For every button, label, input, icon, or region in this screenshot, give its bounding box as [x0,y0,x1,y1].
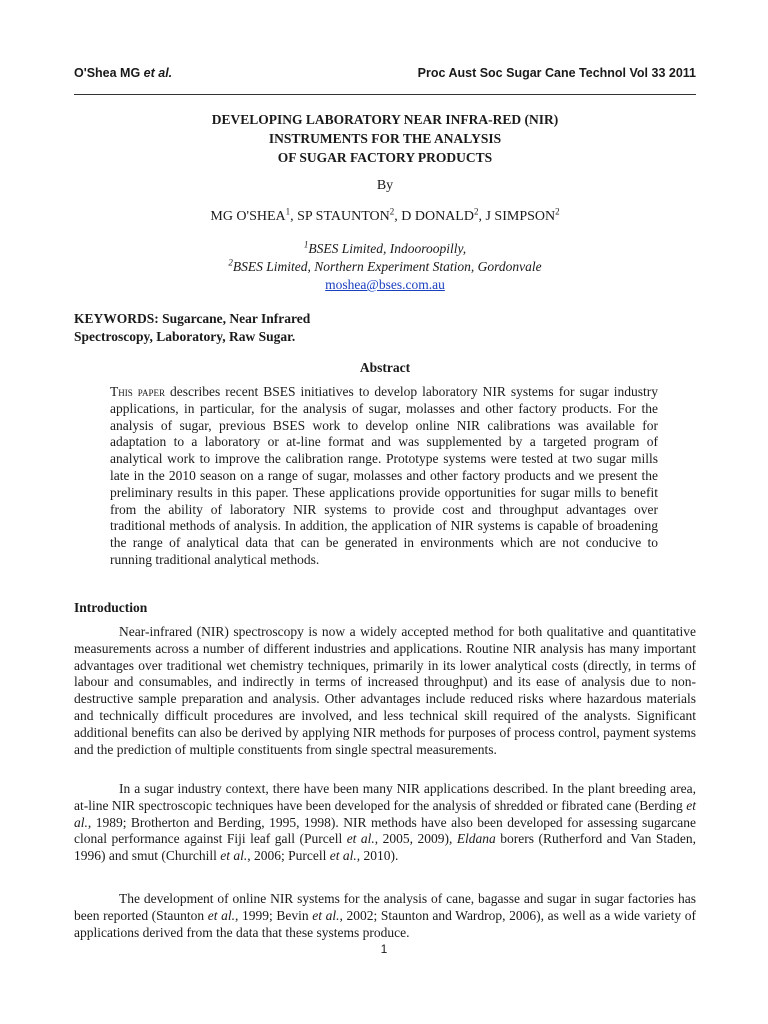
keywords-text: Sugarcane, Near Infrared Spectroscopy, Laboratory, Raw Sugar. [74,311,311,344]
author-list [74,206,696,225]
affiliation: $^2$BSES Limited, Northern Experiment Station, Gordonvale [228,257,542,274]
abstract-heading: Abstract [359,360,411,375]
paper-title [74,110,696,167]
keywords [74,310,374,346]
header-author: O'Shea MG et al. [74,66,173,80]
author: MG O'SHEA$^1$, [210,206,298,224]
title-line: OF SUGAR FACTORY PRODUCTS [277,150,493,165]
introduction-heading: Introduction [74,600,148,615]
abstract-lead: This paper [110,384,165,399]
affiliations [74,240,696,294]
email-link[interactable]: moshea@bses.com.au [325,277,445,292]
page-number: 1 [380,942,388,956]
abstract-text [110,384,658,569]
intro-paragraph-2: In a sugar industry context, there have been many NIR applications described. In the plant breeding area, at-line NIR spectroscopic techniques have been developed for the analysis of shredded or fibrated cane (Berding et al., 1989; Brotherton and Berding, 1995, 1998). NIR methods have also been developed for assessing sugarcane clonal performance against Fiji leaf gall (Purcell et al., 2005, 2009), Eldana borers (Rutherford and Van Staden, 1996) and smut (Churchill et al., 2006; Purcell et al., 2010). [74,781,696,864]
header-rule [74,94,696,95]
author: D DONALD$^2$, [401,206,486,224]
title-line: DEVELOPING LABORATORY NEAR INFRA-RED (NIR) [211,112,559,127]
running-header [74,66,696,80]
intro-paragraph-1: Near-infrared (NIR) spectroscopy is now a widely accepted method for both qualitative and quantitative measurements across a number of different industries and applications. Routine NIR analysis has many important advantages over traditional wet chemistry techniques, primarily in its lower analytical costs (directly, in terms of labour and consumables, and indirectly in terms of increased throughput) and its ease of analysis due to non-destructive sample preparation and analysis. Other advantages include reduced risks where hazardous materials and technically difficult procedures are involved, and less technical skill required of the analysts. Significant additional benefits can also be derived by applying NIR methods for purposes of process control, payment systems and the prediction of multiple constituents from single spectral measurements. [74,624,696,757]
intro-paragraph-3: The development of online NIR systems for the analysis of cane, bagasse and sugar in sugar factories has been reported (Staunton et al., 1999; Bevin et al., 2002; Staunton and Wardrop, 2006), as well as a wide variety of applications derived from the data that these systems produce. [74,891,696,940]
header-journal: Proc Aust Soc Sugar Cane Technol Vol 33 2011 [417,66,696,80]
author: SP STAUNTON$^2$, [297,206,402,224]
title-line: INSTRUMENTS FOR THE ANALYSIS [268,131,502,146]
by-line: By [376,178,394,193]
author: J SIMPSON$^2$ [485,206,560,224]
keywords-label: KEYWORDS: [74,311,159,326]
affiliation: $^1$BSES Limited, Indooroopilly, [303,239,467,256]
abstract-body: describes recent BSES initiatives to develop laboratory NIR systems for sugar industry applications, in particular, for the analysis of sugar, molasses and other factory products. For the analysis of sugar, previous BSES work to develop online NIR calibrations was available for adaptation to a laboratory or at-line format and was supplemented by a targeted program of analytical work to improve the calibration range. Prototype systems were tested at two sugar mills late in the 2010 season on a range of sugar, molasses and other factory products and we present the preliminary results in this paper. These applications provide opportunities for sugar mills to benefit from the ability of laboratory NIR systems to provide cost and throughput advantages over traditional methods of analysis. In addition, the application of NIR systems is capable of broadening the range of analytical data that can be generated in environments which are not conducive to running traditional analytical methods. [110,384,658,567]
